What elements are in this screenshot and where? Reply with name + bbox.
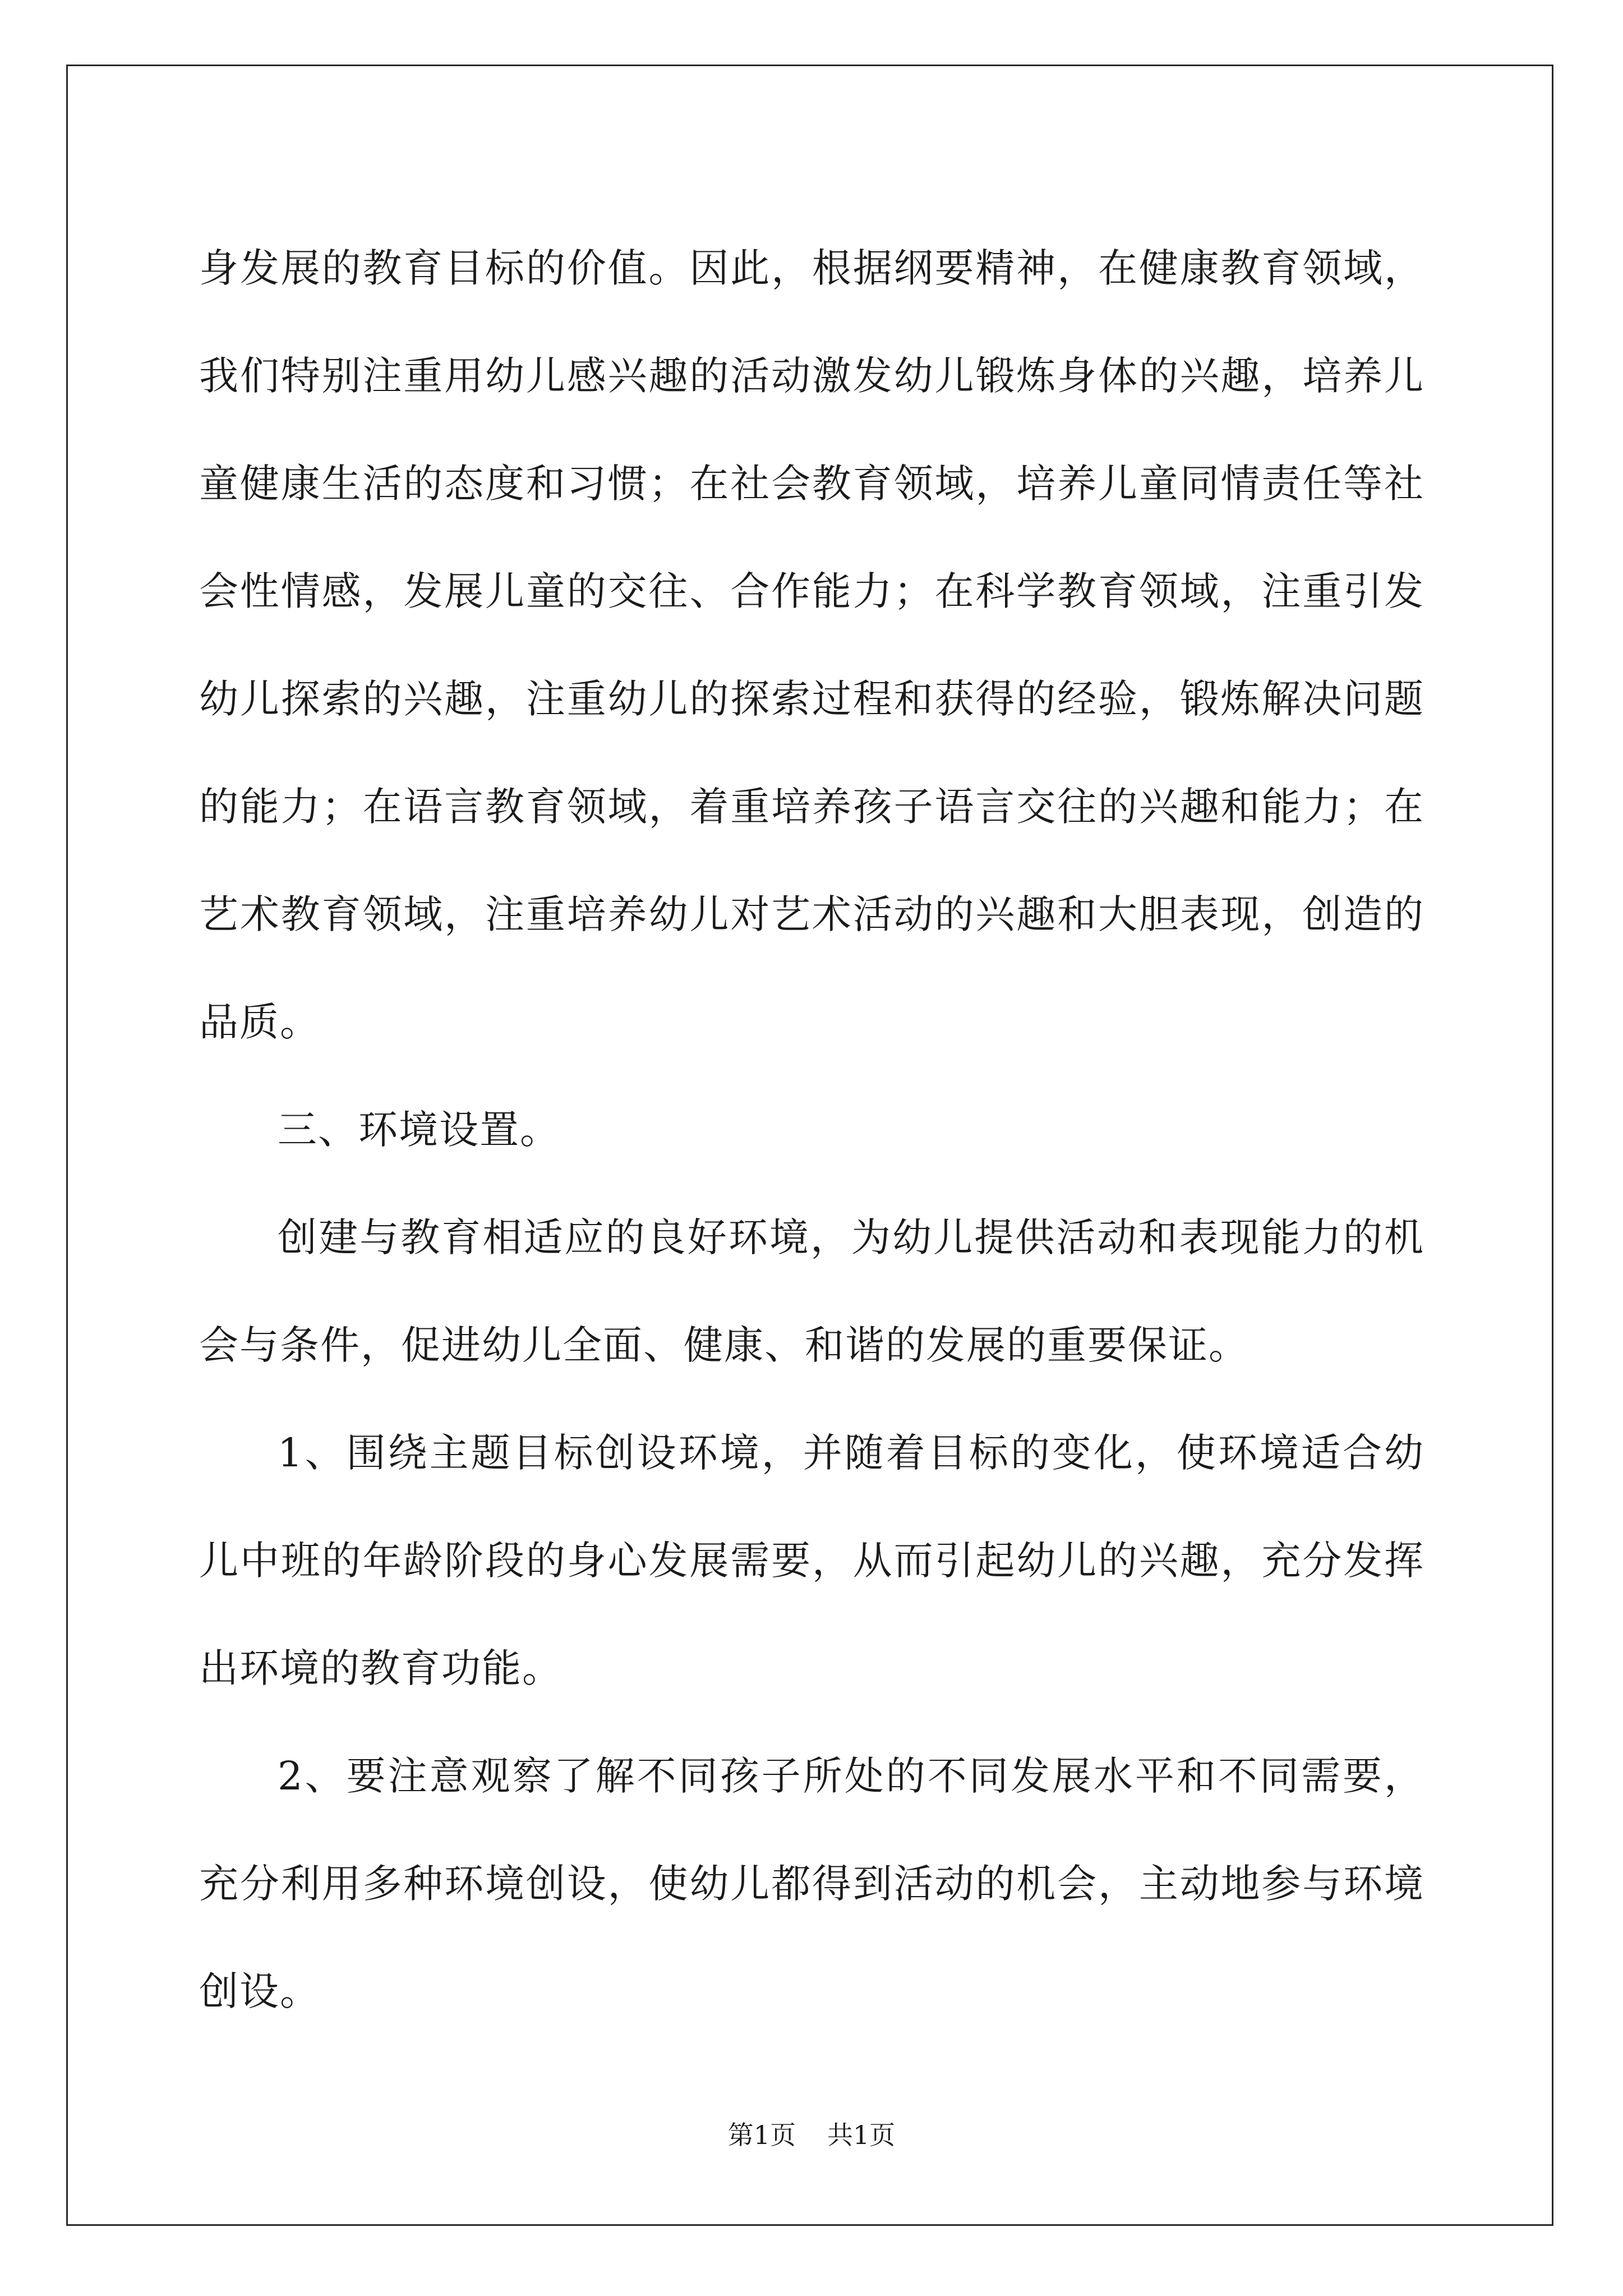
paragraph-3: 1、围绕主题目标创设环境，并随着目标的变化，使环境适合幼儿中班的年龄阶段的身心发展需要，从而引起幼儿的兴趣，充分发挥出环境的教育功能。: [199, 1430, 1424, 1691]
section-heading-environment: 三、环境设置。: [278, 1107, 560, 1153]
page-number: 第1页: [727, 2120, 796, 2150]
paragraph-1: 身发展的教育目标的价值。因此，根据纲要精神，在健康教育领域，我们特别注重用幼儿感兴趣的活动激发幼儿锻炼身体的兴趣，培养儿童健康生活的态度和习惯；在社会教育领域，培养儿童同情责任等社会性情感，发展儿童的交往、合作能力；在科学教育领域，注重引发幼儿探索的兴趣，注重幼儿的探索过程和获得的经验，锻炼解决问题的能力；在语言教育领域，着重培养孩子语言交往的兴趣和能力；在艺术教育领域，注重培养幼儿对艺术活动的兴趣和大胆表现，创造的品质。: [199, 245, 1424, 1045]
paragraph-2: 创建与教育相适应的良好环境，为幼儿提供活动和表现能力的机会与条件，促进幼儿全面、健康、和谐的发展的重要保证。: [199, 1214, 1424, 1368]
document-body: [199, 214, 1424, 2045]
paragraph-4: 2、要注意观察了解不同孩子所处的不同发展水平和不同需要，充分利用多种环境创设，使幼儿都得到活动的机会，主动地参与环境创设。: [199, 1753, 1424, 2014]
page-total: 共1页: [827, 2120, 896, 2150]
page-footer: [0, 2115, 1623, 2152]
